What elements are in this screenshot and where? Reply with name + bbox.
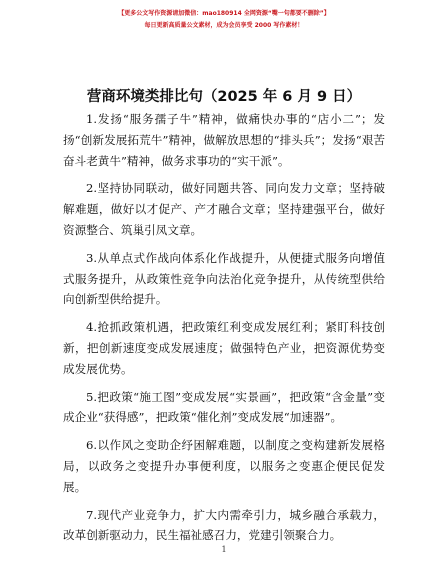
promo-banner-line-1: 【更多公文写作资源请加微信：mao180914 全网资源“嘴一句都要不删除”】 xyxy=(118,10,330,17)
sentence-item-4: 4.抢抓政策机遇，把政策红利变成发展红利；紧盯科技创新，把创新速度变成发展速度；做强特色产业，把资源优势变成发展优势。 xyxy=(63,320,385,376)
sentence-item-5: 5.把政策“施工图”变成发展“实景画”，把政策“含金量”变成企业“获得感”，把政策“催化剂”变成发展“加速器”。 xyxy=(63,389,385,425)
sentence-item-1: 1.发扬“服务孺子牛”精神，做痛快办事的“店小二”；发扬“创新发展拓荒牛”精神，做解放思想的“排头兵”；发扬“艰苦奋斗老黄牛”精神，做务求事功的“实干派”。 xyxy=(63,112,385,168)
sentence-item-3: 3.从单点式作战向体系化作战提升，从便捷式服务向增值式服务提升，从政策性竞争向法治化竞争提升，从传统型供给向创新型供给提升。 xyxy=(63,250,385,307)
document-title: 营商环境类排比句（2025 年 6 月 9 日） xyxy=(86,89,362,105)
sentence-item-2: 2.坚持协同联动，做好同题共答、同向发力文章；坚持破解难题，做好以才促产、产才融合文章；坚持建强平台，做好资源整合、筑巢引凤文章。 xyxy=(63,181,385,237)
promo-banner-line-2: 每日更新高质量公文素材，成为会员享受 2000 写作素材！ xyxy=(144,22,304,29)
sentence-item-6: 6.以作风之变助企纾困解难题，以制度之变构建新发展格局，以政务之变提升办事便利度，以服务之变惠企便民促发展。 xyxy=(63,438,385,494)
sentence-list xyxy=(63,109,385,553)
sentence-item-7: 7.现代产业竞争力，扩大内需牵引力，城乡融合承载力，改革创新驱动力，民生福祉感召力，党建引领聚合力。 xyxy=(63,507,385,543)
page-number: 1 xyxy=(221,545,227,554)
